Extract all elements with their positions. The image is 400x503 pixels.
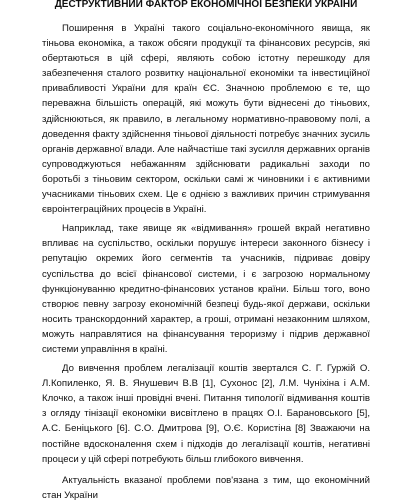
paragraph-3: До вивчення проблем легалізації коштів звертался С. Г. Гуржій О. Л.Копиленко, Я. В. Янушевич В.В [1], Сухонос [2], Л.М. Чуніхіна і А.М. Клочко, а також інші провідні вчені. Питання типології відмивання коштів з огляду тінізації економіки висвітлено в працях О.І. Барановського [5], А.С. Беніцького [6]. С.О. Дмитрова [9], О.Є. Користіна [8] Зважаючи на постійне вдосконалення схем і підходів до легалізації коштів, негативні процеси у цій сфері потребують більш глибокого вивчення. xyxy=(42,363,370,465)
paragraph-4: Актуальність вказаної проблеми пов'язана з тим, що економічний стан України xyxy=(42,474,370,501)
paragraph-2: Наприклад, таке явище як «відмивання» грошей вкрай негативно впливає на суспільство, оскільки порушує інтереси законного бізнесу і репутацію окремих його сегментів та учасників, підриває довіру суспільства до всієї фінансової системи, і є загрозою нормальному функціонуванню кредитно-фінансових установ країни. Більш того, воно створює певну загрозу економічній безпеці будь-якої держави, оскільки носить транскордонний характер, а гроші, отримані незаконним шляхом, можуть направлятися на фінансування тероризму і підрив державної системи управління в країні. xyxy=(42,223,370,355)
document-page xyxy=(42,0,370,501)
paragraph-1: Поширення в Україні такого соціально-економічного явища, як тіньова економіка, а також обсяги продукції та фінансових ресурсів, які обертаються в цій сфері, являють собою істотну перешкоду для забезпечення сталого розвитку національної економіки та інвестиційної привабливості України для країн ЄС. Значною проблемою є те, що переважна більшість операцій, які можуть бути віднесені до тіньових, здійснюються, як правило, в легальному нормативно-правовому полі, а доведення факту здійснення тіньової діяльності потребує значних зусиль органів державної влади. Але найчастіше такі зусилля державних органів супроводжуються небажанням здійснювати радикальні заходи по боротьбі з тіньовим сектором, оскільки самі ж чиновники і є активними учасниками тіньових схем. Це є однією з важливих причин стримування євроінтеграційних процесів в Україні. xyxy=(42,23,370,216)
document-title: ДЕСТРУКТИВНИЙ ФАКТОР ЕКОНОМІЧНОЇ БЕЗПЕКИ УКРАЇНИ xyxy=(54,0,358,10)
